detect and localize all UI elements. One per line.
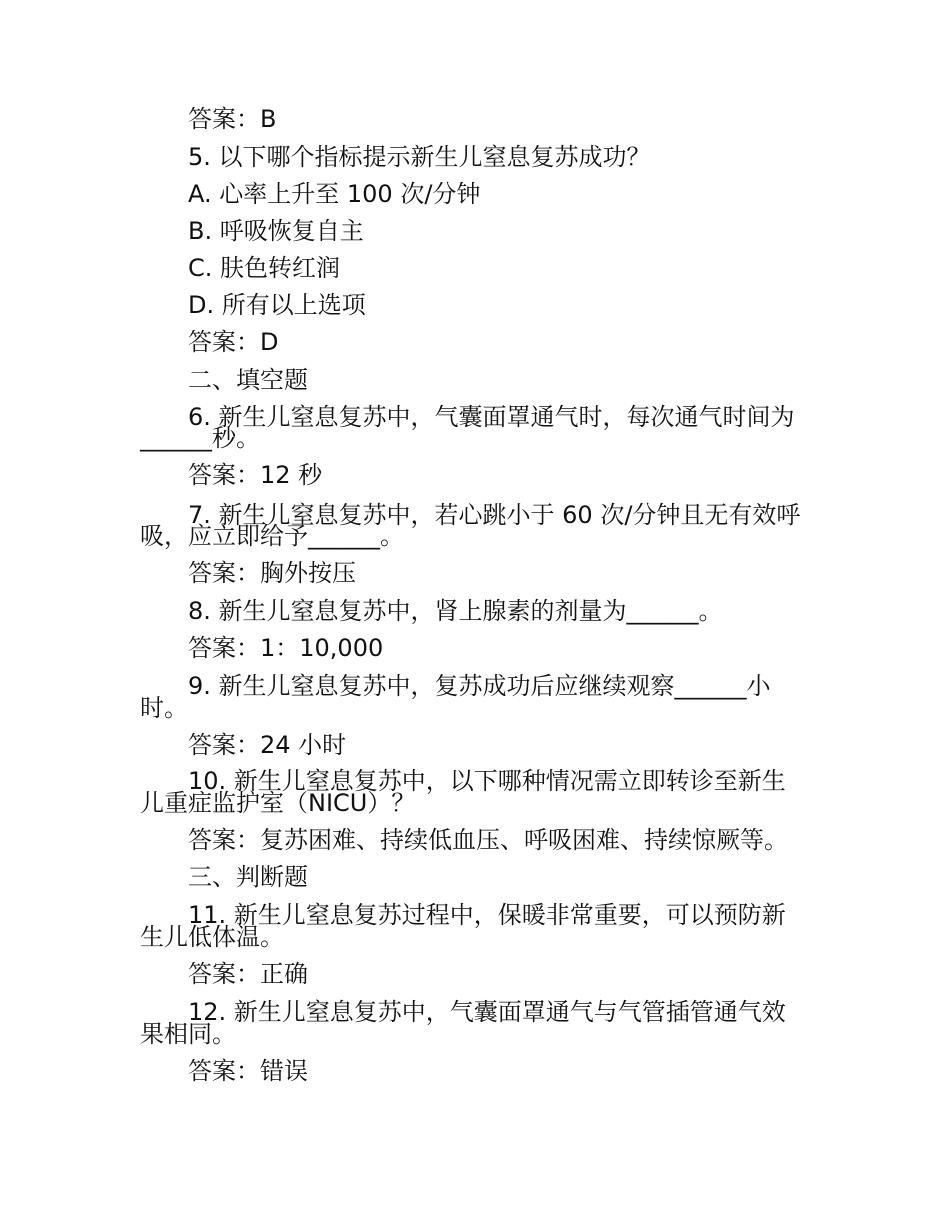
question-11: 11. 新生儿窒息复苏过程中，保暖非常重要，可以预防新: [188, 901, 786, 929]
question-6: 6. 新生儿窒息复苏中，气囊面罩通气时，每次通气时间为: [188, 403, 795, 431]
section-fill-in-heading: 二、填空题: [188, 366, 308, 394]
answer-9: 答案：24 小时: [188, 731, 347, 759]
question-9-continued: 时。: [140, 694, 188, 722]
answer-7: 答案：胸外按压: [188, 559, 356, 587]
question-10-continued: 儿重症监护室（NICU）？: [140, 789, 416, 817]
answer-12: 答案：错误: [188, 1057, 308, 1085]
question-6-continued: ______秒。: [140, 424, 260, 452]
question-9: 9. 新生儿窒息复苏中，复苏成功后应继续观察______小: [188, 672, 771, 700]
option-c: C. 肤色转红润: [188, 254, 341, 282]
answer-4: 答案：B: [188, 105, 277, 133]
answer-10: 答案：复苏困难、持续低血压、呼吸困难、持续惊厥等。: [188, 826, 788, 854]
question-7: 7. 新生儿窒息复苏中，若心跳小于 60 次/分钟且无有效呼: [188, 501, 801, 529]
option-a: A. 心率上升至 100 次/分钟: [188, 180, 481, 208]
question-8: 8. 新生儿窒息复苏中，肾上腺素的剂量为______。: [188, 597, 723, 625]
question-12: 12. 新生儿窒息复苏中，气囊面罩通气与气管插管通气效: [188, 998, 786, 1026]
question-11-continued: 生儿低体温。: [140, 923, 284, 951]
question-10: 10. 新生儿窒息复苏中，以下哪种情况需立即转诊至新生: [188, 767, 786, 795]
answer-11: 答案：正确: [188, 960, 308, 988]
question-5: 5. 以下哪个指标提示新生儿窒息复苏成功？: [188, 143, 651, 171]
answer-6: 答案：12 秒: [188, 461, 323, 489]
section-true-false-heading: 三、判断题: [188, 863, 308, 891]
answer-5: 答案：D: [188, 328, 279, 356]
option-b: B. 呼吸恢复自主: [188, 217, 364, 245]
option-d: D. 所有以上选项: [188, 291, 366, 319]
question-7-continued: 吸，应立即给予______。: [140, 522, 404, 550]
question-12-continued: 果相同。: [140, 1020, 236, 1048]
answer-8: 答案：1：10,000: [188, 634, 384, 662]
